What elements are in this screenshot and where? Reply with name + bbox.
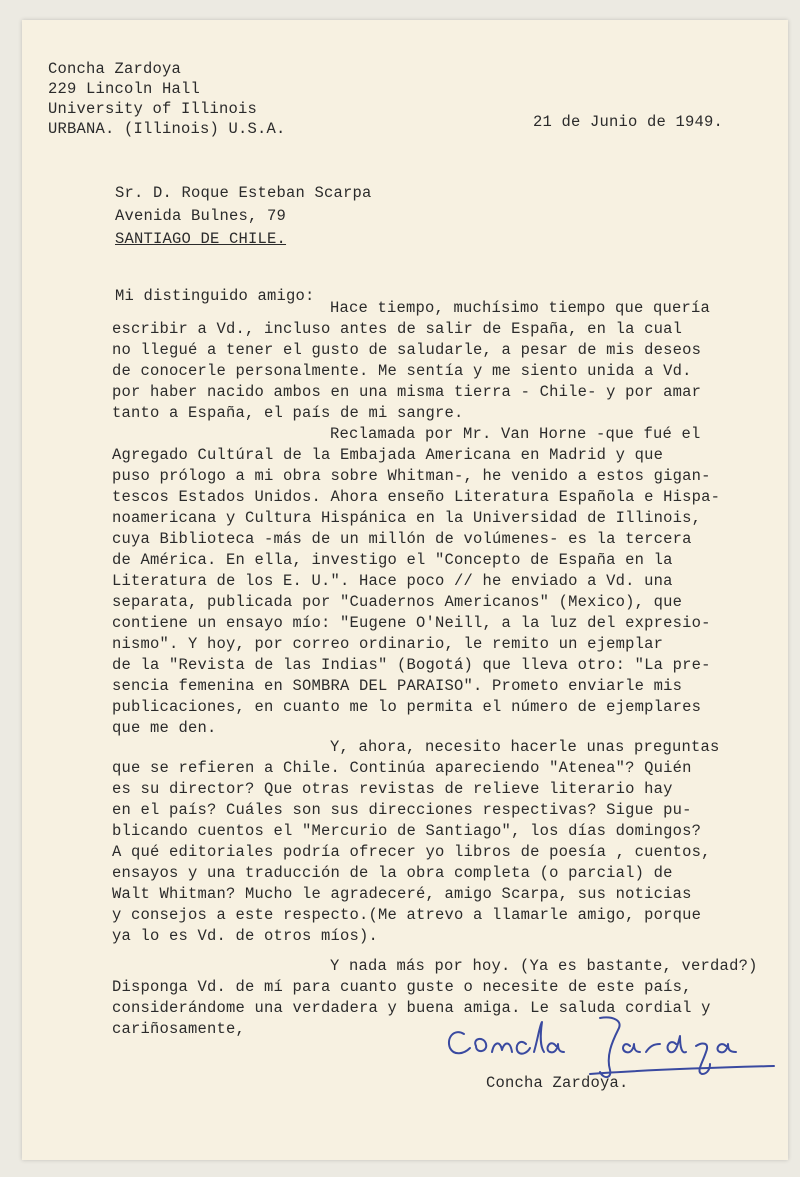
recipient-city: SANTIAGO DE CHILE. <box>115 230 287 248</box>
sender-address-line-3: URBANA. (Illinois) U.S.A. <box>48 120 286 138</box>
body-line: no llegué a tener el gusto de saludarle, a pesar de mis deseos <box>112 341 702 359</box>
typed-signature-name: Concha Zardoya. <box>486 1074 629 1092</box>
body-line: puso prólogo a mi obra sobre Whitman-, he venido a estos gigan- <box>112 467 711 485</box>
body-line: cuya Biblioteca -más de un millón de volúmenes- es la tercera <box>112 530 692 548</box>
body-line: que me den. <box>112 719 217 737</box>
body-line: escribir a Vd., incluso antes de salir de España, en la cual <box>112 320 683 338</box>
body-line: de la "Revista de las Indias" (Bogotá) que lleva otro: "La pre- <box>112 656 711 674</box>
body-line: Agregado Cultúral de la Embajada Americana en Madrid y que <box>112 446 664 464</box>
body-line: de conocerle personalmente. Me sentía y me siento unida a Vd. <box>112 362 692 380</box>
body-line: y consejos a este respecto.(Me atrevo a llamarle amigo, porque <box>112 906 702 924</box>
body-line: blicando cuentos el "Mercurio de Santiago", los días domingos? <box>112 822 702 840</box>
body-line: Reclamada por Mr. Van Horne -que fué el <box>330 425 701 443</box>
body-line: Walt Whitman? Mucho le agradeceré, amigo Scarpa, sus noticias <box>112 885 692 903</box>
body-line: A qué editoriales podría ofrecer yo libros de poesía , cuentos, <box>112 843 711 861</box>
body-line: por haber nacido ambos en una misma tierra - Chile- y por amar <box>112 383 702 401</box>
body-line: ensayos y una traducción de la obra completa (o parcial) de <box>112 864 673 882</box>
body-line: Disponga Vd. de mí para cuanto guste o necesite de este país, <box>112 978 692 996</box>
body-line: cariñosamente, <box>112 1020 246 1038</box>
body-line: separata, publicada por "Cuadernos Americanos" (Mexico), que <box>112 593 683 611</box>
body-line: es su director? Que otras revistas de relieve literario hay <box>112 780 673 798</box>
sender-address-line-1: 229 Lincoln Hall <box>48 80 201 98</box>
body-line: noamericana y Cultura Hispánica en la Universidad de Illinois, <box>112 509 702 527</box>
body-line: Literatura de los E. U.". Hace poco // he enviado a Vd. una <box>112 572 673 590</box>
body-line: tanto a España, el país de mi sangre. <box>112 404 464 422</box>
recipient-name: Sr. D. Roque Esteban Scarpa <box>115 184 372 202</box>
sender-name: Concha Zardoya <box>48 60 182 78</box>
body-line: sencia femenina en SOMBRA DEL PARAISO". Prometo enviarle mis <box>112 677 683 695</box>
body-line: en el país? Cuáles son sus direcciones respectivas? Sigue pu- <box>112 801 692 819</box>
letter-date: 21 de Junio de 1949. <box>533 113 724 131</box>
body-line: tescos Estados Unidos. Ahora enseño Literatura Española e Hispa- <box>112 488 721 506</box>
sender-address-line-2: University of Illinois <box>48 100 258 118</box>
body-line: nismo". Y hoy, por correo ordinario, le remito un ejemplar <box>112 635 664 653</box>
recipient-street: Avenida Bulnes, 79 <box>115 207 287 225</box>
body-line: de América. En ella, investigo el "Concepto de España en la <box>112 551 673 569</box>
body-line: contiene un ensayo mío: "Eugene O'Neill, a la luz del expresio- <box>112 614 711 632</box>
body-line: Y, ahora, necesito hacerle unas preguntas <box>330 738 720 756</box>
salutation: Mi distinguido amigo: <box>115 287 315 305</box>
body-line: Hace tiempo, muchísimo tiempo que quería <box>330 299 711 317</box>
body-line: publicaciones, en cuanto me lo permita el número de ejemplares <box>112 698 702 716</box>
body-line: considerándome una verdadera y buena amiga. Le saluda cordial y <box>112 999 711 1017</box>
body-line: que se refieren a Chile. Continúa apareciendo "Atenea"? Quién <box>112 759 692 777</box>
body-line: ya lo es Vd. de otros míos). <box>112 927 379 945</box>
body-line: Y nada más por hoy. (Ya es bastante, verdad?) <box>330 957 758 975</box>
